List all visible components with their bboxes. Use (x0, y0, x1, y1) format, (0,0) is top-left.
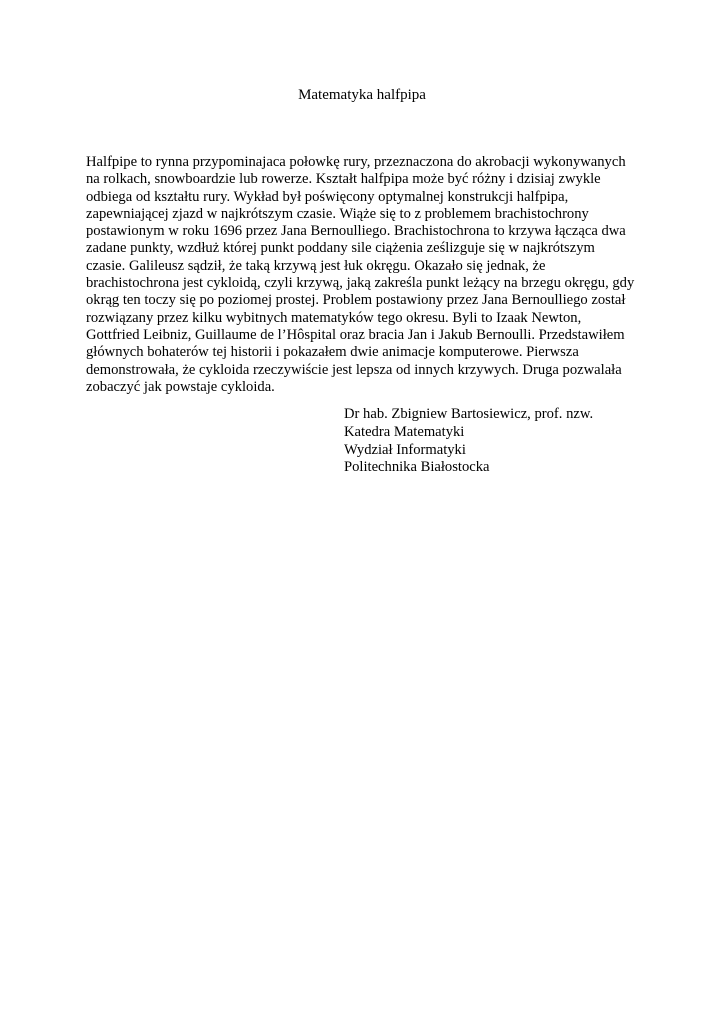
body-paragraph (86, 154, 646, 396)
body-line: na rolkach, snowboardzie lub rowerze. Kształt halfpipa może być różny i dzisiaj zwykle (86, 171, 601, 188)
body-line: postawionym w roku 1696 przez Jana Bernoulliego. Brachistochrona to krzywa łącząca dwa (86, 223, 626, 240)
page-title: Matematyka halfpipa (298, 87, 426, 103)
body-line: Gottfried Leibniz, Guillaume de l’Hôspital oraz bracia Jan i Jakub Bernoulli. Przedstawiłem (86, 326, 625, 343)
signature-department: Katedra Matematyki (344, 423, 465, 440)
signature-author: Dr hab. Zbigniew Bartosiewicz, prof. nzw. (344, 406, 594, 422)
signature-block (344, 406, 593, 477)
body-line: czasie. Galileusz sądził, że taką krzywą jest łuk okręgu. Okazało się jednak, że (86, 257, 546, 274)
body-line: okrąg ten toczy się po poziomej prostej. Problem postawiony przez Jana Bernoulliego został (86, 292, 626, 309)
body-line: brachistochrona jest cykloidą, czyli krzywą, jaką zakreśla punkt leżący na brzegu okręgu, gdy (86, 275, 635, 292)
body-line: zadane punkty, wzdłuż której punkt poddany sile ciążenia ześlizguje się w najkrótszym (86, 240, 595, 257)
body-line: rozwiązany przez kilku wybitnych matematyków tego okresu. Byli to Izaak Newton, (86, 309, 582, 326)
body-line: demonstrowała, że cykloida rzeczywiście jest lepsza od innych krzywych. Druga pozwalała (86, 361, 622, 378)
body-line: głównych bohaterów tej historii i pokazałem dwie animacje komputerowe. Pierwsza (86, 344, 579, 361)
body-line: zapewniającej zjazd w najkrótszym czasie. Wiąże się to z problemem brachistochrony (86, 205, 589, 222)
signature-university: Politechnika Białostocka (344, 459, 490, 476)
body-line: Halfpipe to rynna przypominajaca połowkę rury, przeznaczona do akrobacji wykonywanych (86, 154, 626, 170)
body-line: zobaczyć jak powstaje cykloida. (86, 378, 275, 395)
signature-faculty: Wydział Informatyki (344, 441, 466, 458)
body-line: odbiega od kształtu rury. Wykład był poświęcony optymalnej konstrukcji halfpipa, (86, 188, 569, 205)
